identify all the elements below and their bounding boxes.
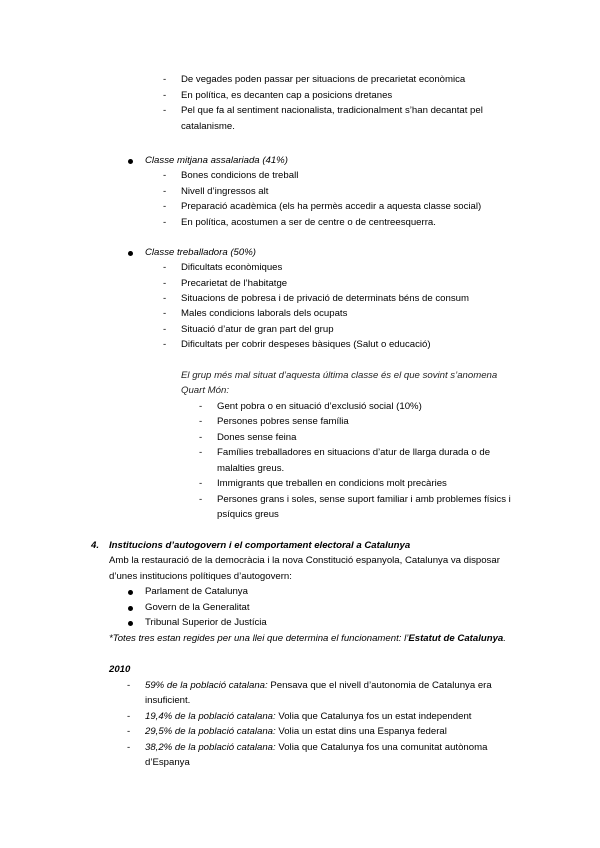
sub-list-item-continuation: malalties greus. xyxy=(217,463,285,474)
stat-item-continuation: insuficient. xyxy=(145,695,191,706)
stat-item xyxy=(145,709,471,725)
dash-marker: - xyxy=(199,494,203,505)
bullet-dot-icon xyxy=(128,159,133,164)
section-title: Institucions d’autogovern i el comportament electoral a Catalunya xyxy=(109,540,411,551)
dash-marker: - xyxy=(127,742,131,753)
dash-marker: - xyxy=(199,401,203,412)
institution-item: Govern de la Generalitat xyxy=(145,602,250,613)
dash-marker: - xyxy=(127,711,131,722)
list-item: Dificultats econòmiques xyxy=(181,262,283,273)
bullet-dot-icon xyxy=(128,606,133,611)
working-class-heading: Classe treballadora (50%) xyxy=(145,247,256,258)
list-item: Pel que fa al sentiment nacionalista, tradicionalment s’han decantat pel xyxy=(181,105,483,116)
stat-text: Volia que Catalunya fos una comunitat autònoma xyxy=(275,742,488,753)
footnote-text: *Totes tres estan regides per una llei que determina el funcionament: l’ xyxy=(109,633,409,644)
section-intro: Amb la restauració de la democràcia i la nova Constitució espanyola, Catalunya va disposar xyxy=(109,555,500,566)
list-item: De vegades poden passar per situacions de precarietat econòmica xyxy=(181,74,466,85)
list-item-continuation: catalanisme. xyxy=(181,121,235,132)
year-heading: 2010 xyxy=(109,664,131,675)
footnote-end: . xyxy=(503,633,506,644)
dash-marker: - xyxy=(163,90,167,101)
list-item: Males condicions laborals dels ocupats xyxy=(181,308,348,319)
sub-list-item: Persones pobres sense família xyxy=(217,416,349,427)
list-item: Precarietat de l’habitatge xyxy=(181,278,288,289)
sub-list-item: Persones grans i soles, sense suport familiar i amb problemes físics i xyxy=(217,494,511,505)
institution-item: Tribunal Superior de Justícia xyxy=(145,617,267,628)
dash-marker: - xyxy=(199,478,203,489)
list-item: Nivell d’ingressos alt xyxy=(181,186,269,197)
stat-percentage: 38,2% de la població catalana: xyxy=(145,742,276,753)
stat-item-continuation: d’Espanya xyxy=(145,757,190,768)
footnote-statute: Estatut de Catalunya xyxy=(408,633,504,644)
dash-marker: - xyxy=(163,74,167,85)
sub-list-item: Immigrants que treballen en condicions molt precàries xyxy=(217,478,447,489)
bullet-dot-icon xyxy=(128,251,133,256)
dash-marker: - xyxy=(163,278,167,289)
sub-list-item-continuation: psíquics greus xyxy=(217,509,279,520)
stat-item xyxy=(145,740,487,756)
stat-item xyxy=(145,678,492,694)
list-item: Bones condicions de treball xyxy=(181,170,299,181)
dash-marker: - xyxy=(163,217,167,228)
stat-percentage: 59% de la població catalana: xyxy=(145,680,268,691)
institution-item: Parlament de Catalunya xyxy=(145,586,248,597)
dash-marker: - xyxy=(163,170,167,181)
list-item: En política, acostumen a ser de centre o de centreesquerra. xyxy=(181,217,436,228)
middle-class-heading: Classe mitjana assalariada (41%) xyxy=(145,155,288,166)
dash-marker: - xyxy=(199,447,203,458)
dash-marker: - xyxy=(199,432,203,443)
quart-mon-note: El grup més mal situat d’aquesta última classe és el que sovint s’anomena xyxy=(181,370,498,381)
stat-percentage: 29,5% de la població catalana: xyxy=(145,726,276,737)
quart-mon-note-continuation: Quart Món: xyxy=(181,385,229,396)
section-intro-continuation: d’unes institucions polítiques d’autogovern: xyxy=(109,571,292,582)
footnote xyxy=(109,631,506,647)
dash-marker: - xyxy=(163,324,167,335)
dash-marker: - xyxy=(163,293,167,304)
list-item: Situació d’atur de gran part del grup xyxy=(181,324,334,335)
dash-marker: - xyxy=(163,105,167,116)
sub-list-item: Dones sense feina xyxy=(217,432,297,443)
list-item: En política, es decanten cap a posicions dretanes xyxy=(181,90,393,101)
dash-marker: - xyxy=(163,262,167,273)
section-number: 4. xyxy=(91,540,100,551)
list-item: Situacions de pobresa i de privació de determinats béns de consum xyxy=(181,293,469,304)
dash-marker: - xyxy=(163,201,167,212)
sub-list-item: Famílies treballadores en situacions d’atur de llarga durada o de xyxy=(217,447,491,458)
stat-text: Pensava que el nivell d’autonomia de Catalunya era xyxy=(267,680,492,691)
stat-percentage: 19,4% de la població catalana: xyxy=(145,711,276,722)
stat-item xyxy=(145,724,447,740)
list-item: Preparació acadèmica (els ha permès accedir a aquesta classe social) xyxy=(181,201,482,212)
dash-marker: - xyxy=(127,680,131,691)
sub-list-item: Gent pobra o en situació d’exclusió social (10%) xyxy=(217,401,422,412)
bullet-dot-icon xyxy=(128,621,133,626)
stat-text: Volia un estat dins una Espanya federal xyxy=(275,726,447,737)
dash-marker: - xyxy=(163,339,167,350)
dash-marker: - xyxy=(127,726,131,737)
dash-marker: - xyxy=(199,416,203,427)
stat-text: Volia que Catalunya fos un estat independent xyxy=(275,711,472,722)
dash-marker: - xyxy=(163,308,167,319)
dash-marker: - xyxy=(163,186,167,197)
list-item: Dificultats per cobrir despeses bàsiques (Salut o educació) xyxy=(181,339,431,350)
bullet-dot-icon xyxy=(128,590,133,595)
